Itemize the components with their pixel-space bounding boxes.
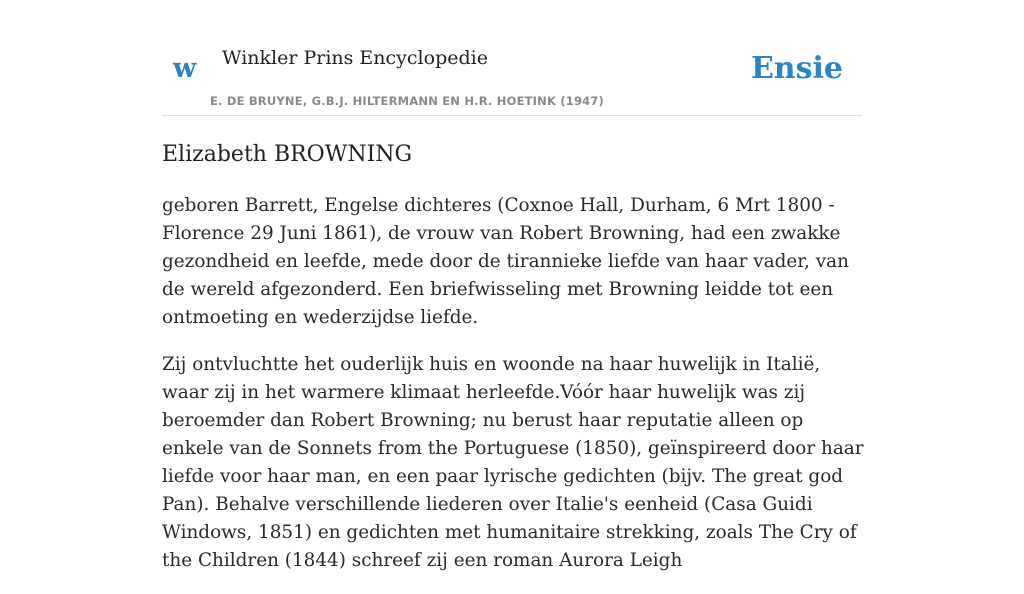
entry-body: [162, 192, 864, 594]
ensie-brand-logo[interactable]: Ensie: [750, 51, 843, 86]
entry-paragraph: geboren Barrett, Engelse dichteres (Coxnoe Hall, Durham, 6 Mrt 1800 - Florence 29 Juni 1861), de vrouw van Robert Browning, had een zwakke gezondheid en leefde, mede door de tirannieke liefde van haar vader, van de wereld afgezonderd. Een briefwisseling met Browning leidde tot een ontmoeting en wederzijdse liefde.: [162, 195, 849, 328]
page: [162, 0, 864, 571]
publication-title[interactable]: Winkler Prins Encyclopedie: [222, 47, 488, 69]
publication-header: [162, 0, 862, 116]
publication-authors: E. DE BRUYNE, G.B.J. HILTERMANN EN H.R. HOETINK (1947): [210, 94, 605, 108]
entry-paragraph: Zij ontvluchtte het ouderlijk huis en woonde na haar huwelijk in Italië, waar zij in het warmere klimaat herleefde.Vóór haar huwelijk was zij beroemder dan Robert Browning; nu berust haar reputatie alleen op enkele van de Sonnets from the Portuguese (1850), geïnspireerd door haar liefde voor haar man, en een paar lyrische gedichten (bijv. The great god Pan). Behalve verschillende liederen over Italie's eenheid (Casa Guidi Windows, 1851) en gedichten met humanitaire strekking, zoals The Cry of the Children (1844) schreef zij een roman Aurora Leigh: [162, 354, 864, 571]
winkler-prins-logo[interactable]: w: [173, 53, 197, 84]
entry-title: Elizabeth BROWNING: [162, 142, 413, 167]
